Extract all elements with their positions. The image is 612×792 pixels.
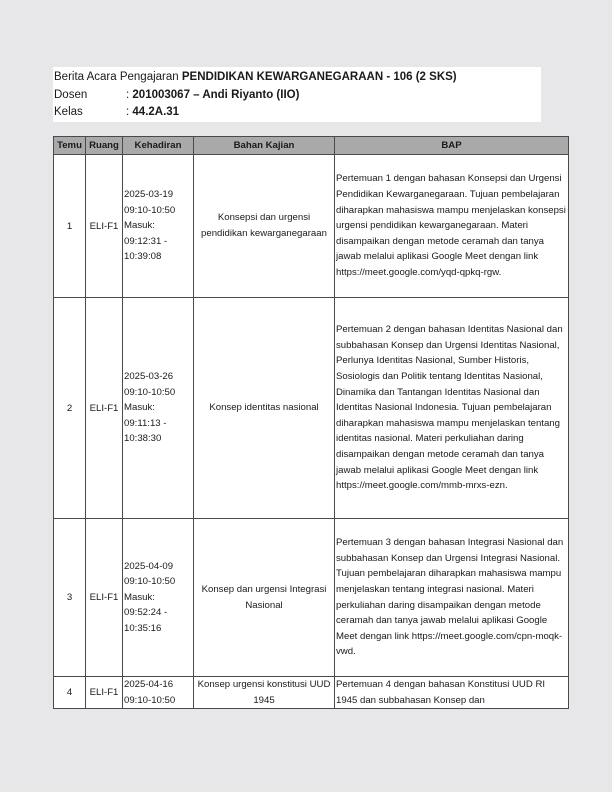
kehadiran-masuk-end: 10:39:08: [124, 251, 162, 263]
kehadiran-masuk-start: 09:52:24 -: [124, 607, 168, 619]
kehadiran-masuk-label: Masuk:: [124, 402, 155, 414]
table-row: [54, 519, 569, 677]
bap-cell: Pertemuan 4 dengan bahasan Konstitusi UUD RI 1945 dan subbahasan Konsep dan: [335, 677, 569, 709]
temu-cell: 4: [54, 677, 86, 709]
document-header: [53, 67, 541, 122]
table-row: [54, 155, 569, 298]
header-kelas-row: [54, 104, 541, 122]
table-header-row: [54, 137, 569, 155]
kehadiran-masuk-label: Masuk:: [124, 220, 155, 232]
ruang-cell: ELI-F1: [86, 298, 123, 519]
header-title-row: [54, 69, 541, 87]
kehadiran-cell: [123, 298, 194, 519]
kehadiran-cell: [123, 519, 194, 677]
temu-cell: 3: [54, 519, 86, 677]
kehadiran-schedule: 09:10-10:50: [124, 386, 176, 398]
kehadiran-date: 2025-04-09: [124, 560, 174, 572]
bahan-kajian-cell: Konsep identitas nasional: [194, 298, 335, 519]
bap-cell: Pertemuan 3 dengan bahasan Integrasi Nasional dan subbahasan Konsep dan Urgensi Integrasi Nasional. Tujuan pembelajaran diharapkan mahasiswa mampu menjelaskan tentang integrasi nasional. Materi perkuliahan daring disampaikan dengan metode ceramah dan tanya jawab melalui aplikasi Google Meet dengan link https://meet.google.com/cpn-moqk-vwd.: [335, 519, 569, 677]
bahan-kajian-cell: Konsep urgensi konstitusi UUD 1945: [194, 677, 335, 709]
column-header-temu: Temu: [54, 137, 86, 155]
column-header-bahan-kajian: Bahan Kajian: [194, 137, 335, 155]
bahan-kajian-cell: Konsepsi dan urgensi pendidikan kewarganegaraan: [194, 155, 335, 298]
bahan-kajian-cell: Konsep dan urgensi Integrasi Nasional: [194, 519, 335, 677]
ruang-cell: ELI-F1: [86, 155, 123, 298]
kehadiran-masuk-start: 09:11:13 -: [124, 417, 167, 429]
bap-cell: Pertemuan 2 dengan bahasan Identitas Nasional dan subbahasan Konsep dan Urgensi Identitas Nasional, Perlunya Identitas Nasional, Sumber Historis, Sosiologis dan Politik tentang Identitas Nasional, Dinamika dan Tantangan Identitas Nasional dan Identitas Nasional Indonesia. Tujuan pembelajaran diharapkan mahasiswa mampu menjelaskan tentang identitas nasional. Materi perkuliahan daring disampaikan dengan metode ceramah dan tanya jawab melalui aplikasi Google Meet dengan link https://meet.google.com/mmb-mrxs-ezn.: [335, 298, 569, 519]
kehadiran-date: 2025-03-26: [124, 371, 174, 383]
table-row: [54, 298, 569, 519]
temu-cell: 1: [54, 155, 86, 298]
ruang-cell: ELI-F1: [86, 677, 123, 709]
bap-cell: Pertemuan 1 dengan bahasan Konsepsi dan Urgensi Pendidikan Kewarganegaraan. Tujuan pembelajaran diharapkan mahasiswa mampu menjelaskan konsepsi urgensi pendidikan kewarganegaraan. Materi disampaikan dengan metode ceramah dan tanya jawab melalui aplikasi Google Meet dengan link https://meet.google.com/yqd-qpkq-rgw.: [335, 155, 569, 298]
kehadiran-cell: [123, 155, 194, 298]
column-header-kehadiran: Kehadiran: [123, 137, 194, 155]
kehadiran-masuk-start: 09:12:31 -: [124, 235, 168, 247]
column-header-bap: BAP: [335, 137, 569, 155]
header-title-prefix: Berita Acara Pengajaran: [54, 71, 179, 83]
kehadiran-schedule: 09:10-10:50: [124, 576, 176, 588]
kehadiran-masuk-label: Masuk:: [124, 591, 155, 603]
header-dosen-row: [54, 87, 541, 105]
kehadiran-schedule: 09:10-10:50: [124, 694, 176, 706]
kehadiran-masuk-end: 10:35:16: [124, 622, 162, 634]
kehadiran-masuk-end: 10:38:30: [124, 433, 162, 445]
kelas-value: 44.2A.31: [132, 106, 180, 119]
kehadiran-cell: [123, 677, 194, 709]
kehadiran-schedule: 09:10-10:50: [124, 204, 176, 216]
course-title: PENDIDIKAN KEWARGANEGARAAN - 106 (2 SKS): [181, 71, 457, 83]
ruang-cell: ELI-F1: [86, 519, 123, 677]
kehadiran-date: 2025-04-16: [124, 679, 174, 690]
table-row: [54, 677, 569, 709]
kelas-label: Kelas: [54, 106, 83, 119]
dosen-value: 201003067 – Andi Riyanto (IIO): [132, 88, 300, 101]
dosen-separator: :: [126, 88, 130, 101]
kelas-separator: :: [126, 106, 130, 119]
kehadiran-date: 2025-03-19: [124, 189, 174, 201]
bap-table: [53, 136, 569, 709]
temu-cell: 2: [54, 298, 86, 519]
dosen-label: Dosen: [54, 88, 88, 101]
column-header-ruang: Ruang: [86, 137, 123, 155]
